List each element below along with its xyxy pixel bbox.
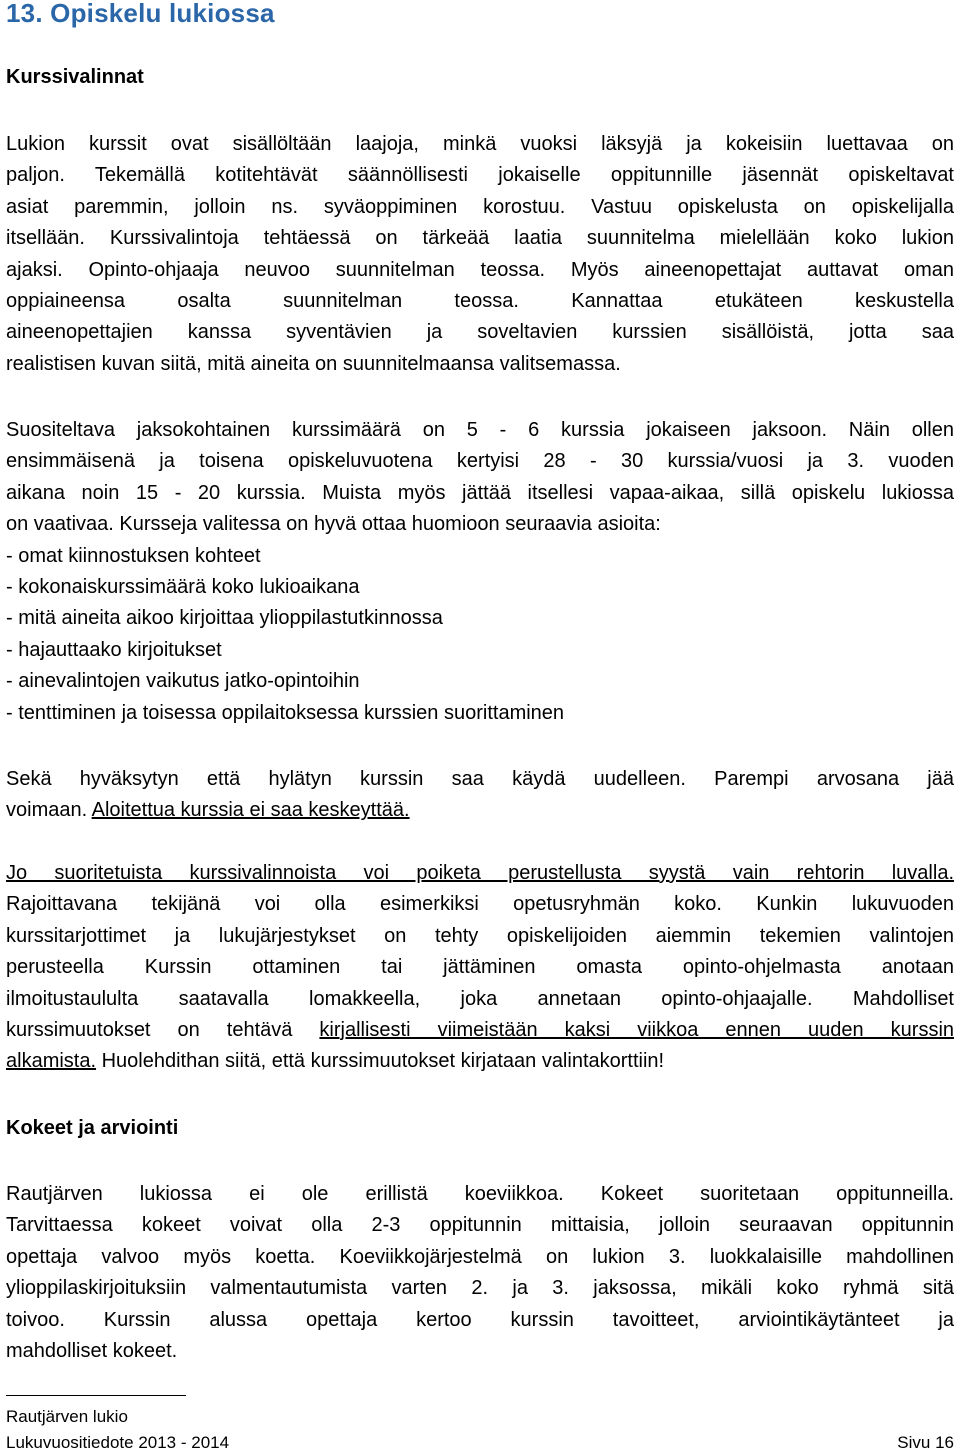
page-title: 13. Opiskelu lukiossa	[6, 0, 275, 28]
text-line: aineenopettajien kanssa syventävien ja soveltavien kurssien sisällöistä, jotta saa	[6, 321, 954, 344]
list-item: - ainevalintojen vaikutus jatko-opintoihin	[6, 670, 360, 693]
text-line: realistisen kuvan siitä, mitä aineita on suunnitelmaansa valitsemassa.	[6, 352, 621, 375]
footer-publication-text: Lukuvuositiedote 2013 - 2014	[6, 1433, 230, 1452]
underlined-text: Jo suoritetuista kurssivalinnoista voi poiketa perustellusta syystä vain rehtorin luvalla.	[6, 862, 954, 884]
text-line: Rajoittavana tekijänä voi olla esimerkiksi opetusryhmän koko. Kunkin lukuvuoden	[6, 893, 954, 916]
text-line: ylioppilaskirjoituksiin valmentautumista varten 2. ja 3. jaksossa, mikäli koko ryhmä sitä	[6, 1277, 954, 1300]
text-line: Lukion kurssit ovat sisällöltään laajoja, minkä vuoksi läksyjä ja kokeisiin luettavaa on	[6, 133, 954, 155]
list-item: - mitä aineita aikoo kirjoittaa ylioppilastutkinnossa	[6, 607, 443, 630]
text-line: toivoo. Kurssin alussa opettaja kertoo kurssin tavoitteet, arviointikäytänteet ja	[6, 1308, 954, 1331]
section-heading-kokeet: Kokeet ja arviointi	[6, 1117, 179, 1139]
text-run: Huolehdithan siitä, että kurssimuutokset kirjataan valintakorttiin!	[96, 1050, 665, 1073]
footer-school: Rautjärven lukio	[6, 1407, 128, 1426]
text-line	[6, 1046, 954, 1077]
text-line: itsellään. Kurssivalintoja tehtäessä on tärkeää laatia suunnitelma mielellään koko lukion	[6, 227, 954, 250]
list-item: - tenttiminen ja toisessa oppilaitoksessa kurssien suorittaminen	[6, 701, 565, 724]
paragraph-retake	[6, 764, 954, 827]
text-line	[6, 1015, 954, 1046]
underlined-text: alkamista.	[6, 1050, 97, 1073]
paragraph-exams	[6, 1179, 954, 1367]
list-item: - hajauttaako kirjoitukset	[6, 638, 222, 661]
paragraph-changes	[6, 858, 954, 1078]
paragraph-course-count	[6, 415, 954, 729]
text-line: kurssitarjottimet ja lukujärjestykset on tehty opiskelijoiden aiemmin tekemien valintojen	[6, 924, 954, 947]
page-number: Sivu 16	[897, 1433, 954, 1452]
list-item: - omat kiinnostuksen kohteet	[6, 544, 261, 567]
text-line: opettaja valvoo myös koetta. Koeviikkojärjestelmä on lukion 3. luokkalaisille mahdollinen	[6, 1245, 954, 1268]
text-line: Tarvittaessa kokeet voivat olla 2-3 oppitunnin mittaisia, jolloin seuraavan oppitunnin	[6, 1214, 954, 1237]
text-line: aikana noin 15 - 20 kurssia. Muista myös jättää itsellesi vapaa-aikaa, sillä opiskelu lukiossa	[6, 481, 954, 504]
text-line	[6, 858, 954, 889]
text-line: Suositeltava jaksokohtainen kurssimäärä on 5 - 6 kurssia jokaiseen jaksoon. Näin ollen	[6, 419, 954, 441]
list-item: - kokonaiskurssimäärä koko lukioaikana	[6, 576, 360, 599]
text-line: on vaativaa. Kursseja valitessa on hyvä ottaa huomioon seuraavia asioita:	[6, 513, 661, 536]
text-run: kurssimuutokset on tehtävä	[6, 1019, 320, 1042]
text-run: voimaan.	[6, 799, 92, 822]
text-line: ilmoitustaululta saatavalla lomakkeella, joka annetaan opinto-ohjaajalle. Mahdolliset	[6, 987, 954, 1010]
text-line: asiat paremmin, jolloin ns. syväoppiminen korostuu. Vastuu opiskelusta on opiskelijalla	[6, 195, 954, 218]
text-line: Sekä hyväksytyn että hylätyn kurssin saa käydä uudelleen. Parempi arvosana jää	[6, 768, 954, 790]
text-line: mahdolliset kokeet.	[6, 1340, 178, 1363]
footer-publication	[6, 1433, 954, 1453]
text-line	[6, 795, 954, 826]
section-heading-kurssivalinnat: Kurssivalinnat	[6, 66, 144, 88]
text-line: oppiaineensa osalta suunnitelman teossa. Kannattaa etukäteen keskustella	[6, 290, 954, 313]
text-line: ensimmäisenä ja toisena opiskeluvuotena kertyisi 28 - 30 kurssia/vuosi ja 3. vuoden	[6, 450, 954, 473]
footer-divider	[6, 1395, 186, 1396]
text-line: perusteella Kurssin ottaminen tai jättäminen omasta opinto-ohjelmasta anotaan	[6, 956, 954, 979]
underlined-text: Aloitettua kurssia ei saa keskeyttää.	[91, 799, 410, 822]
paragraph-intro	[6, 129, 954, 380]
underlined-text: kirjallisesti viimeistään kaksi viikkoa ennen uuden kurssin	[319, 1019, 955, 1042]
text-line: Rautjärven lukiossa ei ole erillistä koeviikkoa. Kokeet suoritetaan oppitunneilla.	[6, 1183, 954, 1205]
text-line: paljon. Tekemällä kotitehtävät säännöllisesti jokaiselle oppitunnille jäsennät opiskeltavat	[6, 164, 954, 187]
text-line: ajaksi. Opinto-ohjaaja neuvoo suunnitelman teossa. Myös aineenopettajat auttavat oman	[6, 258, 954, 281]
